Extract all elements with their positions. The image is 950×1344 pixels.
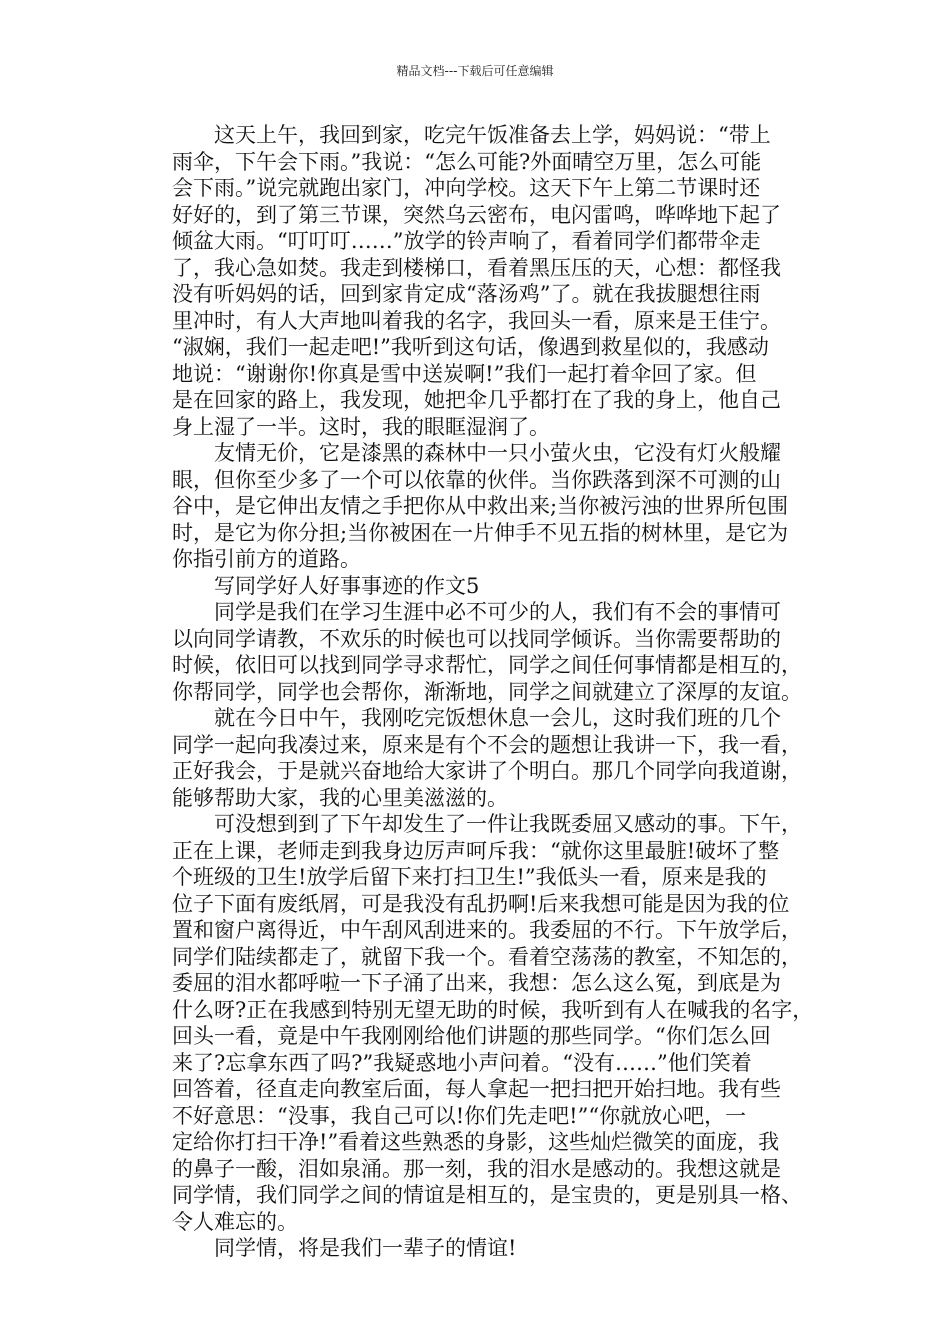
text-line: 身上湿了一半。这时，我的眼眶湿润了。 (172, 414, 550, 439)
text-line: 正好我会，于是就兴奋地给大家讲了个明白。那几个同学向我道谢， (172, 759, 802, 783)
text-line: 时候，依旧可以找到同学寻求帮忙，同学之间任何事情都是相互的， (172, 653, 802, 677)
section-heading: 写同学好人好事事迹的作文5 (172, 573, 480, 598)
text-line: 同学情，我们同学之间的情谊是相互的，是宝贵的，更是别具一格、 (172, 1183, 802, 1207)
text-line: 回头一看，竟是中午我刚刚给他们讲题的那些同学。“你们怎么回 (172, 1024, 771, 1048)
page-header: 精品文档---下载后可任意编辑 (396, 64, 554, 78)
text-line: 来了?忘拿东西了吗?”我疑惑地小声问着。“没有……”他们笑着 (172, 1050, 752, 1075)
text-line: 不好意思：“没事，我自己可以!你们先走吧!”“你就放心吧，一 (172, 1103, 747, 1128)
text-line: 是在回家的路上，我发现，她把伞几乎都打在了我的身上，他自己 (172, 388, 781, 412)
text-line: 谷中，是它伸出友情之手把你从中救出来;当你被污浊的世界所包围 (172, 494, 789, 518)
text-line: 了，我心急如焚。我走到楼梯口，看着黑压压的天，心想：都怪我 (172, 255, 781, 280)
text-line: 地说：“谢谢你!你真是雪中送炭啊!”我们一起打着伞回了家。但 (172, 361, 757, 386)
text-line: 里冲时，有人大声地叫着我的名字，我回头一看，原来是王佳宁。 (172, 308, 781, 333)
text-line: 可没想到到了下午却发生了一件让我既委屈又感动的事。下午， (172, 812, 802, 836)
text-line: 回答着，径直走向教室后面，每人拿起一把扫把开始扫地。我有些 (172, 1077, 781, 1101)
text-line: 的鼻子一酸，泪如泉涌。那一刻，我的泪水是感动的。我想这就是 (172, 1156, 781, 1181)
article-body (172, 122, 814, 1262)
text-line: 同学一起向我凑过来，原来是有个不会的题想让我讲一下，我一看， (172, 732, 802, 757)
text-line: 好好的，到了第三节课，突然乌云密布，电闪雷鸣，哗哗地下起了 (172, 202, 781, 227)
text-line: 没有听妈妈的话，回到家肯定成“落汤鸡”了。就在我拔腿想往雨 (172, 282, 761, 306)
text-line: 眼，但你至少多了一个可以依靠的伙伴。当你跌落到深不可测的山 (172, 467, 781, 492)
text-line: 位子下面有废纸屑，可是我没有乱扔啊!后来我想可能是因为我的位 (172, 891, 790, 916)
text-line: 以向同学请教，不欢乐的时候也可以找同学倾诉。当你需要帮助的 (172, 626, 781, 651)
text-line: 个班级的卫生!放学后留下来打扫卫生!”我低头一看，原来是我的 (172, 865, 767, 889)
text-line: 会下雨。”说完就跑出家门，冲向学校。这天下午上第二节课时还 (172, 176, 761, 200)
text-line: 委屈的泪水都呼啦一下子涌了出来，我想：怎么这么冤，到底是为 (172, 971, 781, 995)
text-line: 同学情，将是我们一辈子的情谊! (172, 1236, 517, 1260)
text-line: 时，是它为你分担;当你被困在一片伸手不见五指的树林里，是它为 (172, 520, 789, 545)
text-line: 正在上课，老师走到我身边厉声呵斥我：“就你这里最脏!破坏了整 (172, 838, 780, 863)
text-line: 能够帮助大家，我的心里美滋滋的。 (172, 785, 508, 810)
text-line: 你帮同学，同学也会帮你，渐渐地，同学之间就建立了深厚的友谊。 (172, 679, 802, 704)
text-line: 同学是我们在学习生涯中必不可少的人，我们有不会的事情可 (172, 600, 781, 624)
text-line: 定给你打扫干净!”看着这些熟悉的身影，这些灿烂微笑的面庞，我 (172, 1130, 780, 1154)
text-line: “淑娴，我们一起走吧!”我听到这句话，像遇到救星似的，我感动 (172, 335, 769, 359)
text-line: 你指引前方的道路。 (172, 547, 361, 571)
text-line: 就在今日中午，我刚吃完饭想休息一会儿，这时我们班的几个 (172, 706, 781, 730)
text-line: 雨伞，下午会下雨。”我说：“怎么可能?外面晴空万里，怎么可能 (172, 149, 762, 174)
text-line: 同学们陆续都走了，就留下我一个。看着空荡荡的教室，不知怎的， (172, 944, 802, 969)
text-line: 这天上午，我回到家，吃完午饭准备去上学，妈妈说：“带上 (172, 123, 771, 147)
text-line: 什么呀?正在我感到特别无望无助的时候，我听到有人在喊我的名字， (172, 997, 814, 1022)
text-line: 倾盆大雨。“叮叮叮……”放学的铃声响了，看着同学们都带伞走 (172, 229, 761, 253)
text-line: 友情无价，它是漆黑的森林中一只小萤火虫，它没有灯火般耀 (172, 441, 781, 465)
text-line: 令人难忘的。 (172, 1209, 298, 1234)
text-line: 置和窗户离得近，中午刮风刮进来的。我委屈的不行。下午放学后， (172, 918, 802, 942)
